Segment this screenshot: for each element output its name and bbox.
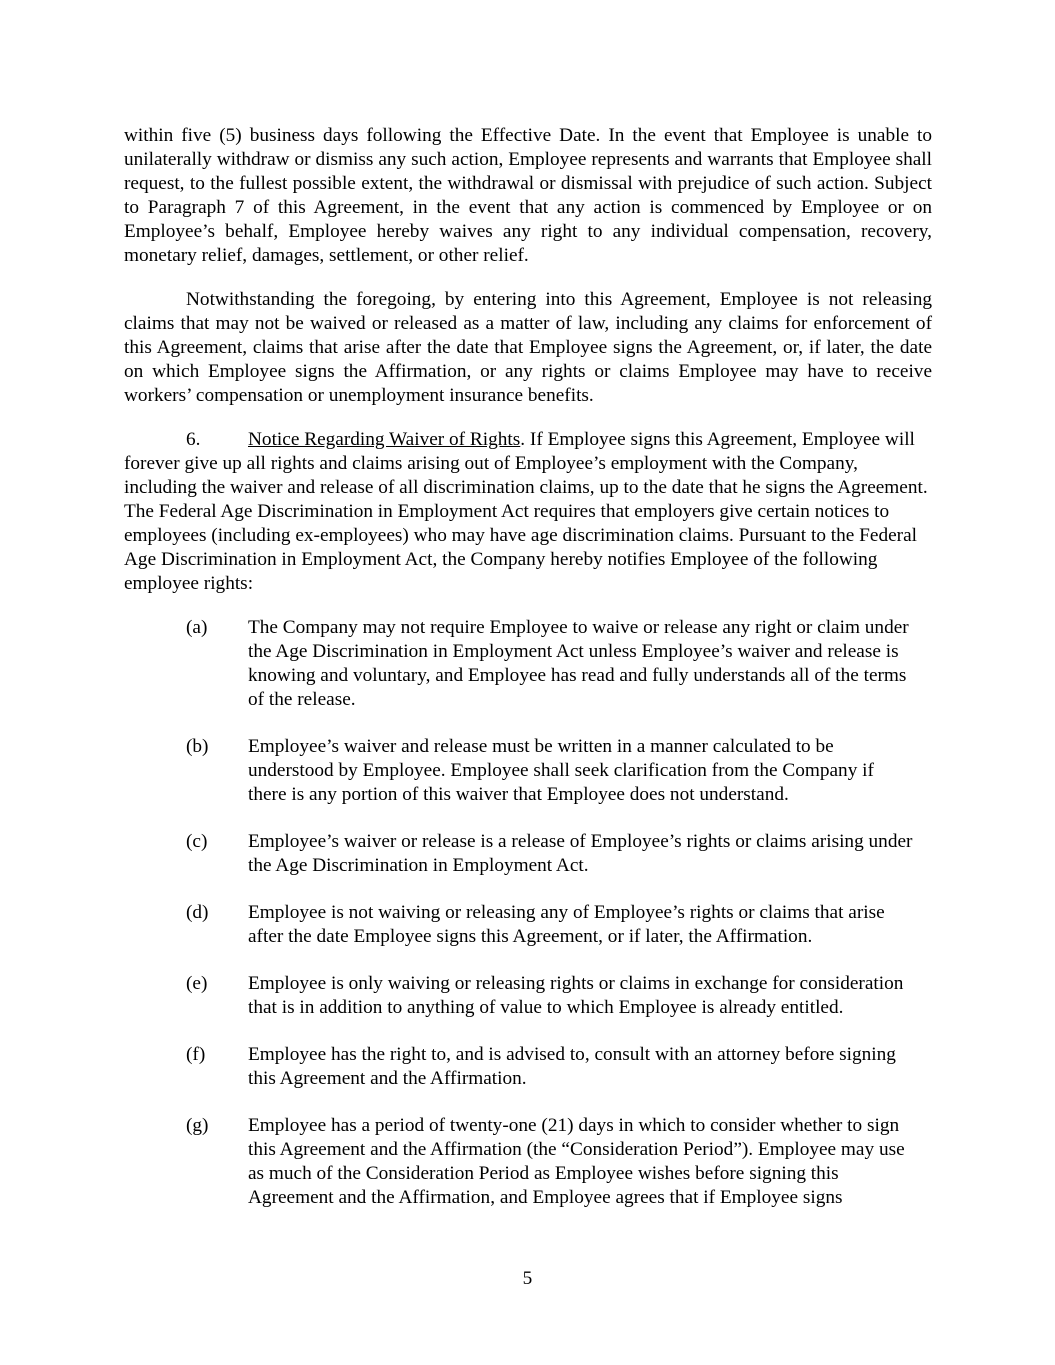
- section-number: 6.: [186, 429, 201, 450]
- rights-list: [124, 616, 932, 1210]
- list-item-text: Employee has the right to, and is advised to, consult with an attorney before signing this Agreement and the Affirmation.: [248, 1044, 896, 1089]
- section-6-paragraph: [124, 428, 932, 596]
- paragraph-notwithstanding: Notwithstanding the foregoing, by entering into this Agreement, Employee is not releasing claims that may not be waived or released as a matter of law, including any claims for enforcement of this Agreement, claims that arise after the date that Employee signs the Agreement, or, if later, the date on which Employee signs the Affirmation, or any rights or claims Employee may have to receive workers’ compensation or unemployment insurance benefits.: [124, 289, 932, 406]
- list-item-label: (b): [186, 736, 209, 757]
- section-heading: Notice Regarding Waiver of Rights: [248, 429, 521, 450]
- page-number: 5: [522, 1268, 533, 1289]
- list-item-text: Employee has a period of twenty-one (21) days in which to consider whether to sign this Agreement and the Affirmation (the “Consideration Period”). Employee may use as much of the Consideration Period as Employee wishes before signing this Agreement and the Affirmation, and Employee agrees that if Employee signs: [248, 1115, 905, 1208]
- list-item: [124, 1114, 932, 1210]
- list-item-label: (f): [186, 1044, 206, 1065]
- list-item: [124, 901, 932, 949]
- list-item-label: (g): [186, 1115, 209, 1136]
- list-item-label: (e): [186, 973, 208, 994]
- section-text: . If Employee signs this Agreement, Employee will forever give up all rights and claims arising out of Employee’s employment with the Company, including the waiver and release of all discrimination claims, up to the date that he signs the Agreement. The Federal Age Discrimination in Employment Act requires that employers give certain notices to employees (including ex-employees) who may have age discrimination claims. Pursuant to the Federal Age Discrimination in Employment Act, the Company hereby notifies Employee of the following employee rights:: [124, 429, 928, 594]
- list-item-label: (a): [186, 617, 208, 638]
- list-item: [124, 972, 932, 1020]
- list-item: [124, 616, 932, 712]
- list-item-text: Employee’s waiver or release is a release of Employee’s rights or claims arising under the Age Discrimination in Employment Act.: [248, 831, 913, 876]
- list-item-text: Employee is only waiving or releasing rights or claims in exchange for consideration that is in addition to anything of value to which Employee is already entitled.: [248, 973, 904, 1018]
- list-item: [124, 830, 932, 878]
- list-item-label: (c): [186, 831, 208, 852]
- list-item: [124, 1043, 932, 1091]
- list-item-text: Employee is not waiving or releasing any of Employee’s rights or claims that arise after the date Employee signs this Agreement, or if later, the Affirmation.: [248, 902, 885, 947]
- list-item-label: (d): [186, 902, 209, 923]
- list-item-text: Employee’s waiver and release must be written in a manner calculated to be understood by Employee. Employee shall seek clarification from the Company if there is any portion of this waiver that Employee does not understand.: [248, 736, 874, 805]
- document-page: [124, 124, 932, 1233]
- paragraph-continuation: within five (5) business days following the Effective Date. In the event that Employee is unable to unilaterally withdraw or dismiss any such action, Employee represents and warrants that Employee shall request, to the fullest possible extent, the withdrawal or dismissal with prejudice of such action. Subject to Paragraph 7 of this Agreement, in the event that any action is commenced by Employee or on Employee’s behalf, Employee hereby waives any right to any individual compensation, recovery, monetary relief, damages, settlement, or other relief.: [124, 125, 932, 266]
- list-item-text: The Company may not require Employee to waive or release any right or claim under the Age Discrimination in Employment Act unless Employee’s waiver and release is knowing and voluntary, and Employee has read and fully understands all of the terms of the release.: [248, 617, 909, 710]
- list-item: [124, 735, 932, 807]
